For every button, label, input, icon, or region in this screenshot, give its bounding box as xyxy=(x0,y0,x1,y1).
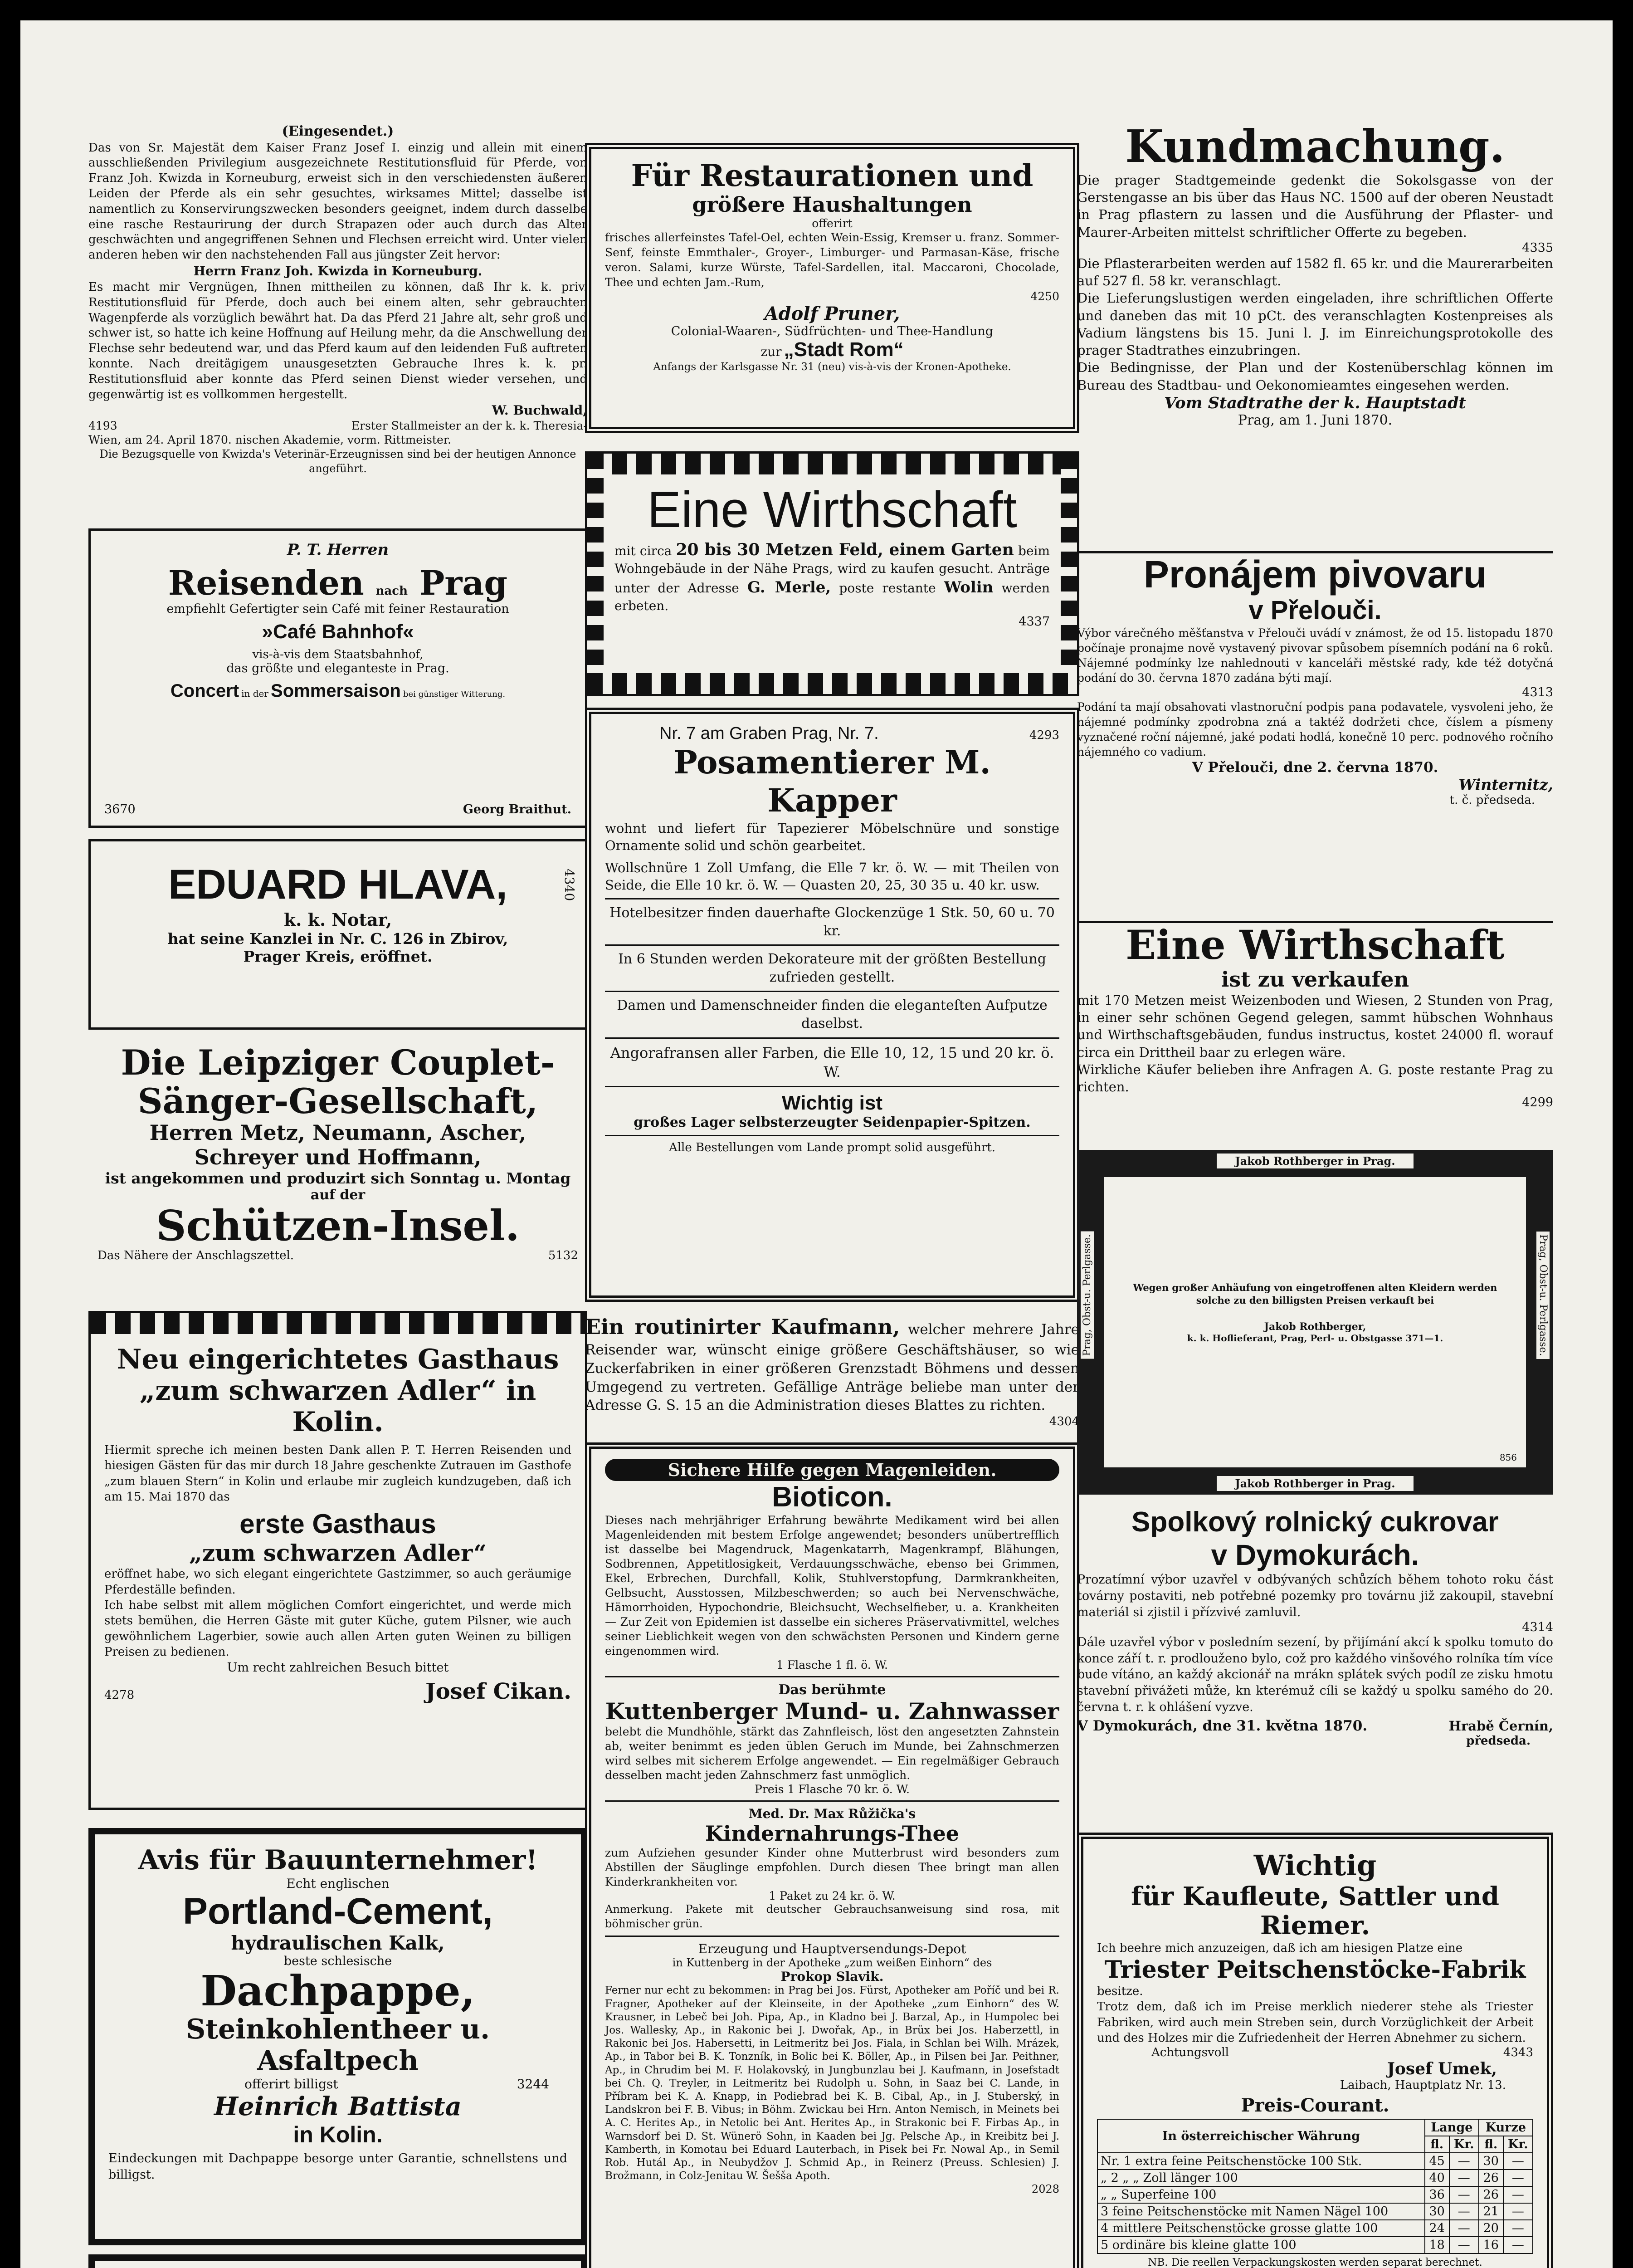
notary-name: EDUARD HLAVA, xyxy=(168,861,507,908)
ad-body: Wirkliche Käufer belieben ihre Anfragen A. G. poste restante Prag zu richten. xyxy=(1077,1061,1553,1095)
leipziger-ad xyxy=(88,1043,587,1297)
ad-title: Kundmachung. xyxy=(1125,122,1505,173)
ad-body: welcher mehrere Jahre Reisender war, wünscht einige größere Geschäftshäuser, so wie Zuckerfabriken in einer größeren Grenzstadt Böhmens und dessen Umgegend zu vertreten. Gefällige Anträge beliebe man unter der Adresse G. S. 15 an die Administration dieses Blattes zu richten. xyxy=(585,1321,1079,1414)
ad-body: eröffnet habe, wo sich elegant eingerichtete Gastzimmer, so auch geräumige Pferdeställe befinden. xyxy=(104,1567,571,1597)
ad-footer: Alle Bestellungen vom Lande prompt solid ausgeführt. xyxy=(668,1141,996,1155)
ad-place: Wolin xyxy=(944,578,994,597)
price-table-header: Kurze xyxy=(1479,2119,1533,2136)
ad-title: Pronájem pivovaru xyxy=(1143,553,1487,596)
price-table-row xyxy=(1097,2170,1533,2186)
ad-footer: Das Nähere der Anschlagszettel. xyxy=(97,1249,294,1263)
price-table-item: „ 2 „ „ Zoll länger 100 xyxy=(1097,2170,1425,2186)
ad-footer: Eindeckungen mit Dachpappe besorge unter Garantie, schnellstens und billigst. xyxy=(108,2151,567,2182)
ad-greeting: Achtungsvoll xyxy=(1151,2046,1229,2060)
kundmachung-ad xyxy=(1077,122,1553,544)
notice-letter: Es macht mir Vergnügen, Ihnen mittheilen zu können, daß Ihr k. k. priv. Restitutionsfluid für Pferde, doch auch bei einem alten, sehr gebrauchten Wagenpferde als vorzüglich bewährt hat. Da das Pferd 21 Jahre alt, sehr groß und schwer ist, so hatte ich keine Hoffnung auf Heilung mehr, da die Anschwellung der Flechse sehr bedeutend war, und das Pferd kaum auf den leidenden Fuß auftreten konnte. Nach dreitägigem unausgesetzten Gebrauche Ihres k. k. pr. Restitutionsfluid aber konnte das Pferd seinen Dienst wieder versehen, und gegenwärtig ist es vollkommen hergestellt. xyxy=(88,280,587,401)
restaurationen-ad xyxy=(585,143,1079,433)
price-table xyxy=(1097,2119,1533,2254)
price-table-header: Lange xyxy=(1425,2119,1479,2136)
kapper-ad xyxy=(585,708,1079,1302)
ad-title-city: Prag xyxy=(419,564,508,603)
ad-body: mit circa xyxy=(614,543,672,558)
ad-highlight: „zum schwarzen Adler“ xyxy=(189,1540,487,1567)
price-table-row xyxy=(1097,2220,1533,2237)
ad-title: Bioticon. xyxy=(772,1481,892,1513)
ad-depot: in Kuttenberg in der Apotheke „zum weißen Einhorn“ des xyxy=(672,1956,992,1970)
notice-line1: Erster Stallmeister an der k. k. Theresia- xyxy=(351,419,587,433)
ad-header: Sichere Hilfe gegen Magenleiden. xyxy=(605,1459,1059,1481)
ad-authority: Vom Stadtrathe der k. Hauptstadt xyxy=(1164,393,1466,412)
ad-body: Hotelbesitzer finden dauerhafte Glockenzüge 1 Stk. 50, 60 u. 70 kr. xyxy=(609,905,1055,939)
ad-body: Prozatímní výbor uzavřel v odbývaných schůzích během tohoto roku část továrny postaviti, neb potřebné pozemky pro továrnu již zakoupil, stavební materiál si zjistil i přízvivé zamluvil. xyxy=(1077,1573,1553,1619)
notice-title: (Eingesendet.) xyxy=(282,123,394,139)
ad-highlight: Triester Peitschenstöcke-Fabrik xyxy=(1104,1956,1526,1984)
ad-line: Echt englischen xyxy=(286,1876,390,1891)
ad-body: zum Aufziehen gesunder Kinder ohne Mutterbrust wird besonders zum Abstillen der Säuglinge empfohlen. Durch diesen Thee bringt man allen Kinderkrankheiten vor. xyxy=(605,1846,1059,1888)
price-table-cell: — xyxy=(1449,2220,1479,2237)
concert-in: in der xyxy=(241,688,268,699)
ad-title: Neu eingerichtetes Gasthaus xyxy=(117,1344,559,1375)
ad-role: t. č. předseda. xyxy=(1449,793,1535,807)
seller-name: Heinrich Battista xyxy=(214,2092,462,2122)
ad-body: Angorafransen aller Farben, die Elle 10, 12, 15 und 20 kr. ö. W. xyxy=(610,1044,1054,1080)
price-table-cell: 40 xyxy=(1425,2170,1449,2186)
decorative-border xyxy=(587,454,1077,474)
price-table-subheader: fl. xyxy=(1479,2136,1503,2153)
notice-body: Das von Sr. Majestät dem Kaiser Franz Josef I. einzig und allein mit einem ausschließenden Privilegium ausgezeichnete Restitutionsfluid für Pferde, von Franz Joh. Kwizda in Korneuburg, erweist sich in den verschiedensten äußeren Leiden der Pferde als ein sehr gesuchtes, wirksames Mittel; dasselbe ist namentlich zu Konservirungszwecken besonders geeignet, indem durch dasselbe eine rasche Restaurirung der durch Strapazen oder auch durch das Alter geschwächten und angegriffenen Sehnen und Flechsen erreicht wird. Unter vielen anderen heben wir den nachstehenden Fall aus jüngster Zeit hervor: xyxy=(88,141,587,262)
concert-label: Concert xyxy=(170,681,239,701)
ad-line: offerirt xyxy=(812,216,853,230)
price-table-cell: 30 xyxy=(1479,2153,1503,2170)
ad-names: Herren Metz, Neumann, Ascher, xyxy=(149,1120,526,1145)
kaufmann-ad xyxy=(585,1313,1079,1438)
ad-title: Avis für Bauunternehmer! xyxy=(138,1844,538,1876)
ad-price: 1 Paket zu 24 kr. ö. W. xyxy=(769,1889,896,1902)
umek-ad xyxy=(1077,1833,1553,2268)
ad-line: offerirt billigst xyxy=(244,2077,338,2092)
ad-date: Prag, am 1. Juni 1870. xyxy=(1238,412,1393,428)
price-table-item: 4 mittlere Peitschenstöcke grosse glatte 100 xyxy=(1097,2220,1425,2237)
ad-number: 3244 xyxy=(517,2077,549,2092)
ad-side-text: Prag, Obst-u. Perlgasse. xyxy=(1536,1232,1550,1359)
price-table-subheader: Kr. xyxy=(1503,2136,1533,2153)
ad-number: 4278 xyxy=(104,1688,135,1702)
seller-city: in Kolin. xyxy=(293,2122,383,2148)
ad-signature: Josef Cikan. xyxy=(425,1678,571,1704)
price-table-cell: — xyxy=(1503,2153,1533,2170)
ad-body: Výbor várečného měšťanstva v Přelouči uvádí v známost, že od 15. listopadu 1870 počínaje pronajme nově vystavený pivovar spůsobem písemních podání na 6 roků. Nájemné podmínky lze nahlednouti v kanceláři městské rady, kde též dotyčná podání do 30. června 1870 zadána býti mají. xyxy=(1077,626,1553,685)
price-table-cell: 45 xyxy=(1425,2153,1449,2170)
price-table-cell: — xyxy=(1503,2203,1533,2220)
ad-doctor: Med. Dr. Max Růžička's xyxy=(748,1806,916,1821)
ad-number: 5132 xyxy=(548,1249,578,1263)
price-table-cell: 24 xyxy=(1425,2220,1449,2237)
ad-note: Anmerkung. Pakete mit deutscher Gebrauchsanweisung sind rosa, mit böhmischer grün. xyxy=(605,1903,1059,1930)
price-list-title: Preis-Courant. xyxy=(1241,2095,1389,2116)
cafe-name: »Café Bahnhof« xyxy=(262,621,414,643)
price-table-cell: — xyxy=(1449,2153,1479,2170)
ad-price: Preis 1 Flasche 70 kr. ö. W. xyxy=(755,1783,910,1796)
ad-body: Trotz dem, daß ich im Preise merklich niederer stehe als Triester Fabriken, wird auch mein Streben sein, durch Vorzüglichkeit der Arbeit und des Holzes mir die Zufriedenheit der Herren Abnehmer zu sichern. xyxy=(1097,2000,1533,2045)
shop-name: „Stadt Rom“ xyxy=(784,338,904,361)
ad-depot-name: Prokop Slavik. xyxy=(780,1969,884,1984)
price-table-cell: 18 xyxy=(1425,2237,1449,2253)
ad-body: Ich habe selbst mit allem möglichen Comfort eingerichtet, und werde mich stets bemühen, die Herren Gäste mit guter Küche, gutem Pilsner, wie auch gewöhnlichem Lagerbier, sowie auch allen Arten guten Weinen zu billigen Preisen zu bedienen. xyxy=(104,1598,571,1659)
ad-signature: Josef Umek, xyxy=(1387,2059,1497,2079)
seller-name: Adolf Pruner, xyxy=(764,303,900,324)
ad-highlight: erste Gasthaus xyxy=(239,1509,436,1540)
ad-date: V Dymokurách, dne 31. května 1870. xyxy=(1077,1718,1368,1735)
divider xyxy=(605,944,1059,946)
ad-address: Anfangs der Karlsgasse Nr. 31 (neu) vis-à-vis der Kronen-Apotheke. xyxy=(653,361,1011,373)
ad-number: 4343 xyxy=(1503,2046,1533,2060)
price-table-row xyxy=(1097,2203,1533,2220)
ad-title: v Přelouči. xyxy=(1248,596,1382,626)
rothberger-ad xyxy=(1077,1150,1553,1495)
ad-salutation: P. T. Herren xyxy=(287,541,389,559)
ad-body: Die prager Stadtgemeinde gedenkt die Sokolsgasse von der Gerstengasse an bis über das Haus NC. 1500 auf der oberen Neustadt in Prag pflastern zu lassen und die Ausführung der Pflaster- und Maurer-Arbeiten mittelst schriftlicher Offerte zu begeben. xyxy=(1077,172,1553,240)
decorative-border xyxy=(587,454,604,694)
ad-body: Wollschnüre 1 Zoll Umfang, die Elle 7 kr. ö. W. — mit Theilen von Seide, die Elle 10 kr. ö. W. — Quasten 20, 25, 30 35 u. 40 kr. usw. xyxy=(605,860,1059,893)
concert-note: bei günstiger Witterung. xyxy=(403,689,506,699)
ad-body: großes Lager selbsterzeugter Seidenpapier-Spitzen. xyxy=(634,1114,1031,1131)
ad-address: Laibach, Hauptplatz Nr. 13. xyxy=(1340,2078,1506,2092)
notary-line: Prager Kreis, eröffnet. xyxy=(243,948,433,966)
divider xyxy=(605,1037,1059,1039)
ad-name: Jakob Rothberger, xyxy=(1264,1320,1366,1333)
ad-number: 4293 xyxy=(1029,728,1059,742)
price-table-cell: 16 xyxy=(1479,2237,1503,2253)
ad-body: Damen und Damenschneider finden die eleganteſten Aufputze daselbst. xyxy=(617,997,1048,1032)
ad-title: Posamentierer M. Kapper xyxy=(673,743,991,819)
ad-body: wohnt und liefert für Tapezierer Möbelschnüre und sonstige Ornamente solid und schön gearbeitet. xyxy=(605,821,1059,854)
ad-address: k. k. Hoflieferant, Prag, Perl- u. Obstgasse 371—1. xyxy=(1187,1332,1443,1344)
ad-number: 4193 xyxy=(88,419,117,433)
ad-body: Wegen großer Anhäufung von eingetroffenen alten Kleidern werden solche zu den billigsten Preisen verkauft bei xyxy=(1133,1282,1497,1306)
ad-title: Eine Wirthschaft xyxy=(1126,921,1505,968)
ad-body: Ich beehre mich anzuzeigen, daß ich am hiesigen Platze eine xyxy=(1097,1941,1463,1955)
ad-header: Jakob Rothberger in Prag. xyxy=(1217,1154,1413,1168)
price-table-row xyxy=(1097,2153,1533,2170)
price-table-cell: 30 xyxy=(1425,2203,1449,2220)
ad-number: 856 xyxy=(1499,1452,1517,1463)
ad-subtitle: Kindernahrungs-Thee xyxy=(705,1821,960,1846)
ad-signature: Georg Braithut. xyxy=(463,802,571,816)
notice-signature: W. Buchwald, xyxy=(492,403,587,418)
ad-title: v Dymokurách. xyxy=(1211,1539,1419,1572)
ad-body: Ferner nur echt zu bekommen: in Prag bei Jos. Fürst, Apotheker am Poříč und bei R. Fragner, Apotheker auf der Kleinseite, in der Apotheke „zum Einhorn“ des W. Krausner, in Lebeč bei Joh. Pipa, Ap., in Kladno bei J. Barzal, Ap., in Humpolec bei Jos. Wallesky, Ap., in Rakonic bei J. Dwořak, Ap., in Brüx bei Jos. Haberzettl, in Rakonic bei Jos. Habersetti, in Leitmeritz bei Jos. Fiala, in Schlan bei Wilh. Mrázek, Ap., in Tabor bei B. K. Tonzník, in Bolic bei K. Böller, Ap., in Pilsen bei Jar. Peithner, Ap., in Chrudim bei M. F. Holakovský, in Jungbunzlau bei J. Kaufmann, in Josefstadt bei Ch. Q. Treyler, in Leitmeritz bei Rudolph u. Sohn, in Saaz bei C. Lande, in Příbram bei K. A. Knapp, in Podiebrad bei K. B. Cibal, Ap., in J. Stuberský, in Landskron bei F. B. Vibus; in Böhm. Zwickau bei Hrn. Anton Nemisch, in Meinets bei A. C. Herites Ap., in Netolic bei Ant. Herites Ap., in Strakonic bei F. Firbas Ap., in Warnsdorf bei D. St. Wünerö Sohn, in Kaaden bei Jg. Pelsche Ap., in Kreibitz bei J. Kamberth, in Komotau bei Eduard Lauterbach, in Pisek bei Fr. Nowal Ap., in Semil Rob. Hutál Ap., in Neubydžov J. Schmid Ap., in Reinerz (Preuss. Schlesien) J. Brožmann, in Colz-Jenitau W. Šešša Apoth. xyxy=(605,1984,1059,2182)
ad-title: Wichtig xyxy=(1253,1849,1377,1882)
price-table-cell: — xyxy=(1503,2237,1533,2253)
price-table-item: 3 feine Peitschenstöcke mit Namen Nägel 100 xyxy=(1097,2203,1425,2220)
ad-body: Die Bedingnisse, der Plan und der Kostenüberschlag können im Bureau des Stadtbau- und Oekonomieamtes eingesehen werden. xyxy=(1077,360,1553,393)
price-table-item: „ „ Superfeine 100 xyxy=(1097,2186,1425,2203)
divider xyxy=(605,1135,1059,1136)
ad-number: 4304 xyxy=(1049,1415,1079,1429)
ad-number: 4314 xyxy=(1522,1620,1553,1635)
ad-title: Eine Wirthschaft xyxy=(647,481,1017,538)
ad-signature: Hrabě Černín, xyxy=(1448,1718,1553,1734)
divider xyxy=(605,991,1059,992)
notice-addressee: Herrn Franz Joh. Kwizda in Korneuburg. xyxy=(193,263,483,279)
ad-body: poste restante xyxy=(839,581,936,596)
ad-side-text: Prag, Obst-u. Perlgasse. xyxy=(1081,1232,1094,1359)
price-table-cell: — xyxy=(1449,2237,1479,2253)
ad-number: 4337 xyxy=(1019,615,1050,629)
bauunternehmer-ad xyxy=(88,1828,587,2245)
ad-date: V Přelouči, dne 2. června 1870. xyxy=(1192,759,1438,776)
price-table-item: 5 ordinäre bis kleine glatte 100 xyxy=(1097,2237,1425,2253)
ad-title: Ein routinirter Kaufmann, xyxy=(585,1315,900,1339)
divider xyxy=(605,898,1059,899)
bioticon-ad xyxy=(585,1442,1079,2268)
ad-line: vis-à-vis dem Staatsbahnhof, xyxy=(252,648,424,662)
concert-season: Sommersaison xyxy=(271,681,401,701)
product-cement: Portland-Cement, xyxy=(183,1891,493,1932)
ad-line: beste schlesische xyxy=(283,1954,392,1969)
ad-body: Dále uzavřel výbor v posledním sezení, by přijímání akcí k spolku tomuto do konce září t. r. prodlouženo bylo, což pro každého vinšového rolníka tím více bude vítáno, an každý akcionář na mrákn splátek svých podíl ze zisku hmotu stavební přivážeti může, kn kterémuž cíli se každý u spolku samého do 20. června t. r. k ohlášení vyzve. xyxy=(1077,1635,1553,1714)
ad-title: Für Restaurationen und xyxy=(631,158,1033,193)
newspaper-page xyxy=(20,20,1613,2268)
ad-depot: Erzeugung und Hauptversendungs-Depot xyxy=(698,1941,966,1957)
ad-body: besitze. xyxy=(1097,1984,1143,1999)
ad-title: größere Haushaltungen xyxy=(692,192,972,217)
ad-body: beim Wohngebäude in der Nähe Prags, wird zu kaufen gesucht. Anträge unter der Adresse xyxy=(614,543,1050,596)
ad-number: 4313 xyxy=(1522,685,1553,700)
ad-price: 1 Flasche 1 fl. ö. W. xyxy=(776,1658,888,1672)
ad-body: mit 170 Metzen meist Weizenboden und Wiesen, 2 Stunden von Prag, in einer sehr schönen Gegend gelegen, sammt hübschen Wohnhaus und Wirthschaftsgebäuden, fundus instructus, kostet 24000 fl. worauf circa ein Drittheil baar zu erlegen wäre. xyxy=(1077,992,1553,1060)
ad-number: 3670 xyxy=(104,802,136,816)
ad-zur: zur xyxy=(760,344,782,359)
ad-body: In 6 Stunden werden Dekorateure mit der größten Bestellung zufrieden gestellt. xyxy=(618,951,1046,985)
price-table-cell: 26 xyxy=(1479,2186,1503,2203)
ad-title-small: nach xyxy=(375,584,408,598)
ad-title: Die Leipziger Couplet- xyxy=(121,1043,555,1083)
price-table-cell: 26 xyxy=(1479,2170,1503,2186)
ad-place: Schützen-Insel. xyxy=(156,1201,520,1251)
ad-title: Reisenden xyxy=(168,564,364,603)
pronajem-ad xyxy=(1077,551,1553,914)
ad-body: belebt die Mundhöhle, stärkt das Zahnfleisch, löst den angesetzten Zahnstein ab, weiter benimmt es jeden üblen Geruch im Munde, bei Zahnschmerzen wird selbes mit sicherem Erfolge angewendet. — Ein regelmäßiger Gebrauch desselben macht jeden Zahnschmerz fast unmöglich. xyxy=(605,1725,1059,1782)
haemorrhoiden-ad xyxy=(88,2254,587,2268)
price-table-cell: — xyxy=(1503,2220,1533,2237)
notary-line: hat seine Kanzlei in Nr. C. 126 in Zbirov, xyxy=(167,930,508,948)
divider xyxy=(605,1086,1059,1087)
decorative-border xyxy=(1061,454,1077,694)
ad-highlight: 20 bis 30 Metzen Feld, einem Garten xyxy=(676,540,1014,559)
decorative-border xyxy=(91,1313,585,1334)
price-table-item: Nr. 1 extra feine Peitschenstöcke 100 Stk. xyxy=(1097,2153,1425,2170)
ad-subhead: Das berühmte xyxy=(778,1682,886,1698)
gasthaus-ad xyxy=(88,1311,587,1810)
ad-body: Die Lieferungslustigen werden eingeladen, ihre schriftlichen Offerte und daneben das mit 10 pCt. des veranschlagten Kostenpreises als Vadium längstens bis 15. Juni l. J. im Einreichungsprotokolle des prager Stadtrathes einzubringen. xyxy=(1077,290,1553,358)
ad-body: werden erbeten. xyxy=(614,581,1050,614)
divider xyxy=(605,1936,1059,1937)
product-asfalt: Steinkohlentheer u. Asfaltpech xyxy=(185,2014,490,2077)
price-table-cell: 20 xyxy=(1479,2220,1503,2237)
eingesendet-notice xyxy=(88,122,587,510)
ad-title: Spolkový rolnický cukrovar xyxy=(1131,1506,1499,1538)
ad-line: auf der xyxy=(310,1187,366,1203)
ad-body: Podání ta mají obsahovati vlastnoruční podpis pana podavatele, vysvoleni jeho, že nájemné podmínky zpodrobna zná a taktéž dodržeti chce, číslem a písmeny vyznačené roční nájemné, jaké podati hodlá, konečně 10 perc. podnového ročního nájemného co vadium. xyxy=(1077,700,1553,759)
ad-title: „zum schwarzen Adler“ in Kolin. xyxy=(139,1375,536,1438)
ad-number: 2028 xyxy=(1031,2183,1059,2196)
price-table-cell: 36 xyxy=(1425,2186,1449,2203)
ad-body: Dieses nach mehrjähriger Erfahrung bewährte Medikament wird bei allen Magenleidenden mit bestem Erfolge angewendet; besonders unübertrefflich ist dasselbe bei Magendruck, Magenkatarrh, Magenkrampf, Blähungen, Sodbrennen, Appetitlosigkeit, Verdauungsschwäche, ebenso bei Grimmen, Ekel, Erbrechen, Durchfall, Kolik, Stuhlverstopfung, Darmkrankheiten, Gelbsucht, Ausstossen, Milzbeschwerden; so auch bei Nervenschwäche, Hämorrhoiden, Hypochondrie, Bleichsucht, Wechselfieber, u. a. Krankheiten — Zur Zeit von Epidemien ist dasselbe ein sicheres Präservativmittel, welches seiner Lieblichkeit wegen von den schwächsten Personen und Kindern gerne eingenommen wird. xyxy=(605,1514,1059,1657)
ad-role: předseda. xyxy=(1466,1734,1531,1748)
ad-line: das größte und eleganteste in Prag. xyxy=(226,661,449,676)
price-table-subheader: Kr. xyxy=(1449,2136,1479,2153)
ad-names: Schreyer und Hoffmann, xyxy=(194,1145,482,1170)
wirthschaft-ad xyxy=(585,451,1079,696)
divider xyxy=(605,1800,1059,1802)
ad-address: G. Merle, xyxy=(747,578,831,597)
price-table-note: NB. Die reellen Verpackungskosten werden separat berechnet. xyxy=(1148,2257,1482,2268)
ad-body: Hiermit spreche ich meinen besten Dank allen P. T. Herren Reisenden und hiesigen Gästen für das mir durch 18 Jahre geschenkte Zutrauen im Gasthofe „zum blauen Stern“ in Kolin und erlaube mir zugleich kundzugeben, daß ich am 15. Mai 1870 das xyxy=(104,1443,571,1504)
hlava-ad xyxy=(88,839,587,1030)
divider xyxy=(605,1676,1059,1677)
price-table-row xyxy=(1097,2237,1533,2253)
ad-body: Um recht zahlreichen Besuch bittet xyxy=(227,1661,449,1675)
ad-body: frisches allerfeinstes Tafel-Oel, echten Wein-Essig, Kremser u. franz. Sommer-Senf, feinste Emmthaler-, Groyer-, Limburger- und Parmasan-Käse, frische veron. Salami, kurze Würste, Tafel-Sardellen, ital. Maccaroni, Chocolade, Thee und echten Jam.-Rum, xyxy=(605,230,1059,289)
price-table-row xyxy=(1097,2186,1533,2203)
spolkovy-ad xyxy=(1077,1506,1553,1814)
reisenden-ad xyxy=(88,528,587,828)
notice-footer: Die Bezugsquelle von Kwizda's Veterinär-Erzeugnissen sind bei der heutigen Annonce angeführt. xyxy=(99,448,576,475)
ad-number: 4299 xyxy=(1522,1095,1553,1110)
notice-line2: Wien, am 24. April 1870. nischen Akademie, vorm. Rittmeister. xyxy=(88,433,451,447)
ad-line: ist angekommen und produzirt sich Sonntag u. Montag xyxy=(105,1169,571,1188)
price-table-cell: — xyxy=(1449,2186,1479,2203)
product-dachpappe: Dachpappe, xyxy=(200,1966,475,2016)
product-kalk: hydraulischen Kalk, xyxy=(231,1932,445,1955)
notary-title: k. k. Notar, xyxy=(283,909,392,930)
shop-address: Nr. 7 am Graben Prag, Nr. 7. xyxy=(659,724,879,743)
price-table-cell: — xyxy=(1503,2170,1533,2186)
ad-footer: Jakob Rothberger in Prag. xyxy=(1217,1476,1413,1491)
ad-line: Colonial-Waaren-, Südfrüchten- und Thee-Handlung xyxy=(671,324,994,338)
ad-line: empfiehlt Gefertigter sein Café mit feiner Restauration xyxy=(166,602,509,616)
decorative-border xyxy=(587,673,1077,694)
price-table-cell: — xyxy=(1449,2203,1479,2220)
ad-title: Sänger-Gesellschaft, xyxy=(137,1081,538,1122)
price-table-header: In österreichischer Währung xyxy=(1097,2119,1425,2153)
ad-highlight: Wichtig ist xyxy=(781,1092,883,1114)
price-table-cell: — xyxy=(1449,2170,1479,2186)
price-table-cell: 21 xyxy=(1479,2203,1503,2220)
ad-number: 4335 xyxy=(1522,240,1553,255)
ad-subtitle: Kuttenberger Mund- u. Zahnwasser xyxy=(605,1698,1059,1725)
ad-signature: Winternitz, xyxy=(1458,776,1553,794)
ad-number: 4250 xyxy=(1030,289,1059,303)
price-table-subheader: fl. xyxy=(1425,2136,1449,2153)
ad-subtitle: ist zu verkaufen xyxy=(1221,967,1409,992)
ad-body: Die Pflasterarbeiten werden auf 1582 fl. 65 kr. und die Maurerarbeiten auf 527 fl. 58 kr. veranschlagt. xyxy=(1077,255,1553,289)
ad-subtitle: für Kaufleute, Sattler und Riemer. xyxy=(1131,1882,1499,1941)
ad-number: 4340 xyxy=(562,869,577,901)
price-table-cell: — xyxy=(1503,2186,1533,2203)
